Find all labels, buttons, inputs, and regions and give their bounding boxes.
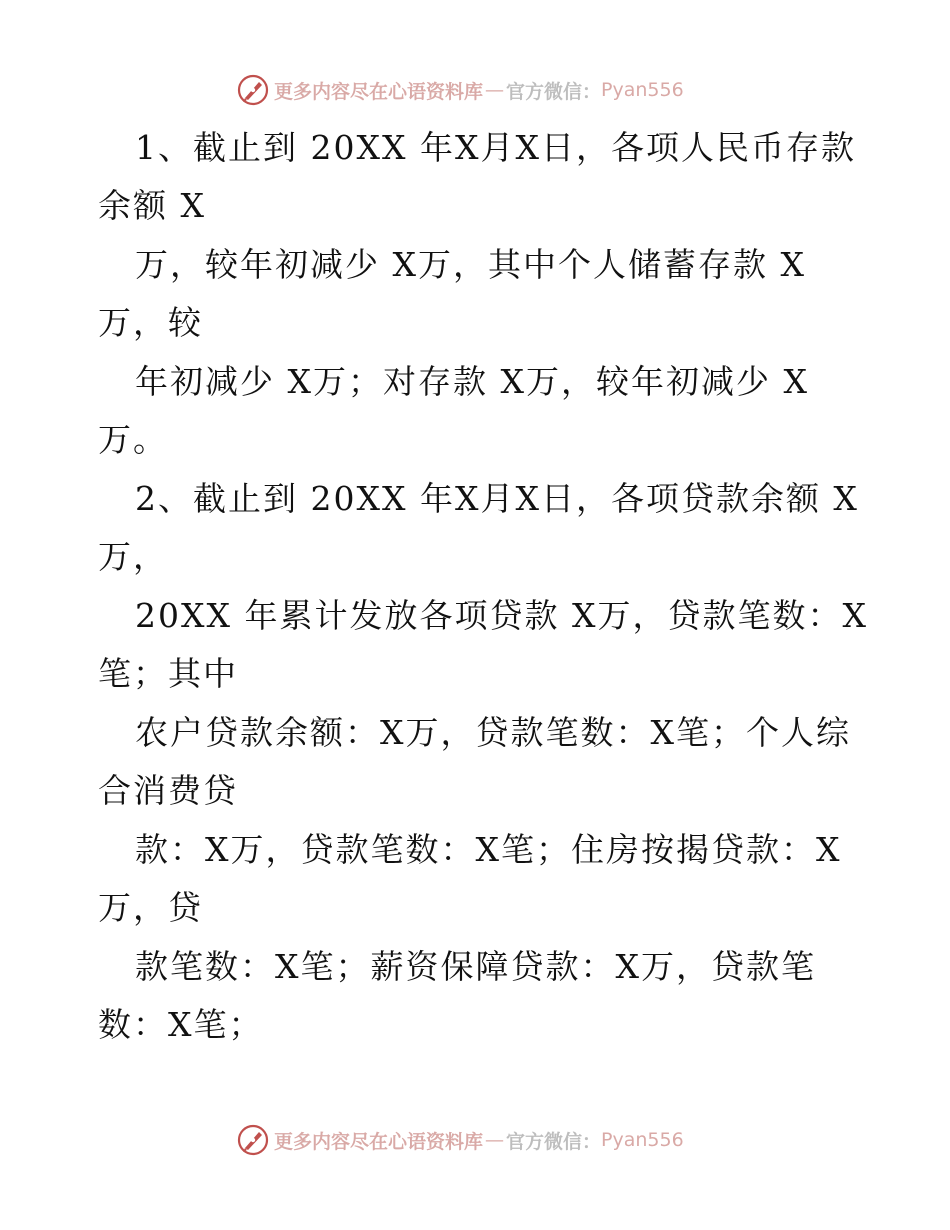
quill-logo-icon <box>236 1123 270 1157</box>
footer-wechat-id: Pyan556 <box>601 1129 684 1151</box>
quill-logo-icon <box>236 73 270 107</box>
body-line: 万，较 <box>98 303 203 342</box>
body-line: 合消费贷 <box>98 771 238 810</box>
footer-dash: — <box>485 1129 505 1151</box>
header-dash: — <box>485 79 505 101</box>
body-line: 1、截止到 20XX 年X月X日，各项人民币存款 <box>135 128 856 167</box>
header-banner <box>236 72 684 108</box>
body-line: 年初减少 X万；对存款 X万，较年初减少 X <box>135 362 809 401</box>
footer-banner <box>236 1122 684 1158</box>
body-line: 万，较年初减少 X万，其中个人储蓄存款 X <box>135 245 806 284</box>
body-line: 万， <box>98 537 168 576</box>
body-line: 笔；其中 <box>98 654 238 693</box>
body-line: 2、截止到 20XX 年X月X日，各项贷款余额 X <box>135 479 859 518</box>
header-wechat-id: Pyan556 <box>601 79 684 101</box>
body-line: 款：X万，贷款笔数：X笔；住房按揭贷款：X <box>135 830 842 869</box>
body-line: 款笔数：X笔；薪资保障贷款：X万，贷款笔 <box>135 947 816 986</box>
body-line: 农户贷款余额：X万，贷款笔数：X笔；个人综 <box>135 713 851 752</box>
body-line: 20XX 年累计发放各项贷款 X万，贷款笔数：X <box>135 596 868 635</box>
body-line: 余额 X <box>98 186 206 225</box>
body-line: 万，贷 <box>98 888 203 927</box>
header-brand-text: 更多内容尽在心语资料库 <box>274 80 484 103</box>
header-official-label: 官方微信： <box>506 80 602 103</box>
footer-official-label: 官方微信： <box>506 1130 602 1153</box>
body-line: 数：X笔； <box>98 1005 264 1044</box>
footer-brand-text: 更多内容尽在心语资料库 <box>274 1130 484 1153</box>
body-line: 万。 <box>98 420 168 459</box>
